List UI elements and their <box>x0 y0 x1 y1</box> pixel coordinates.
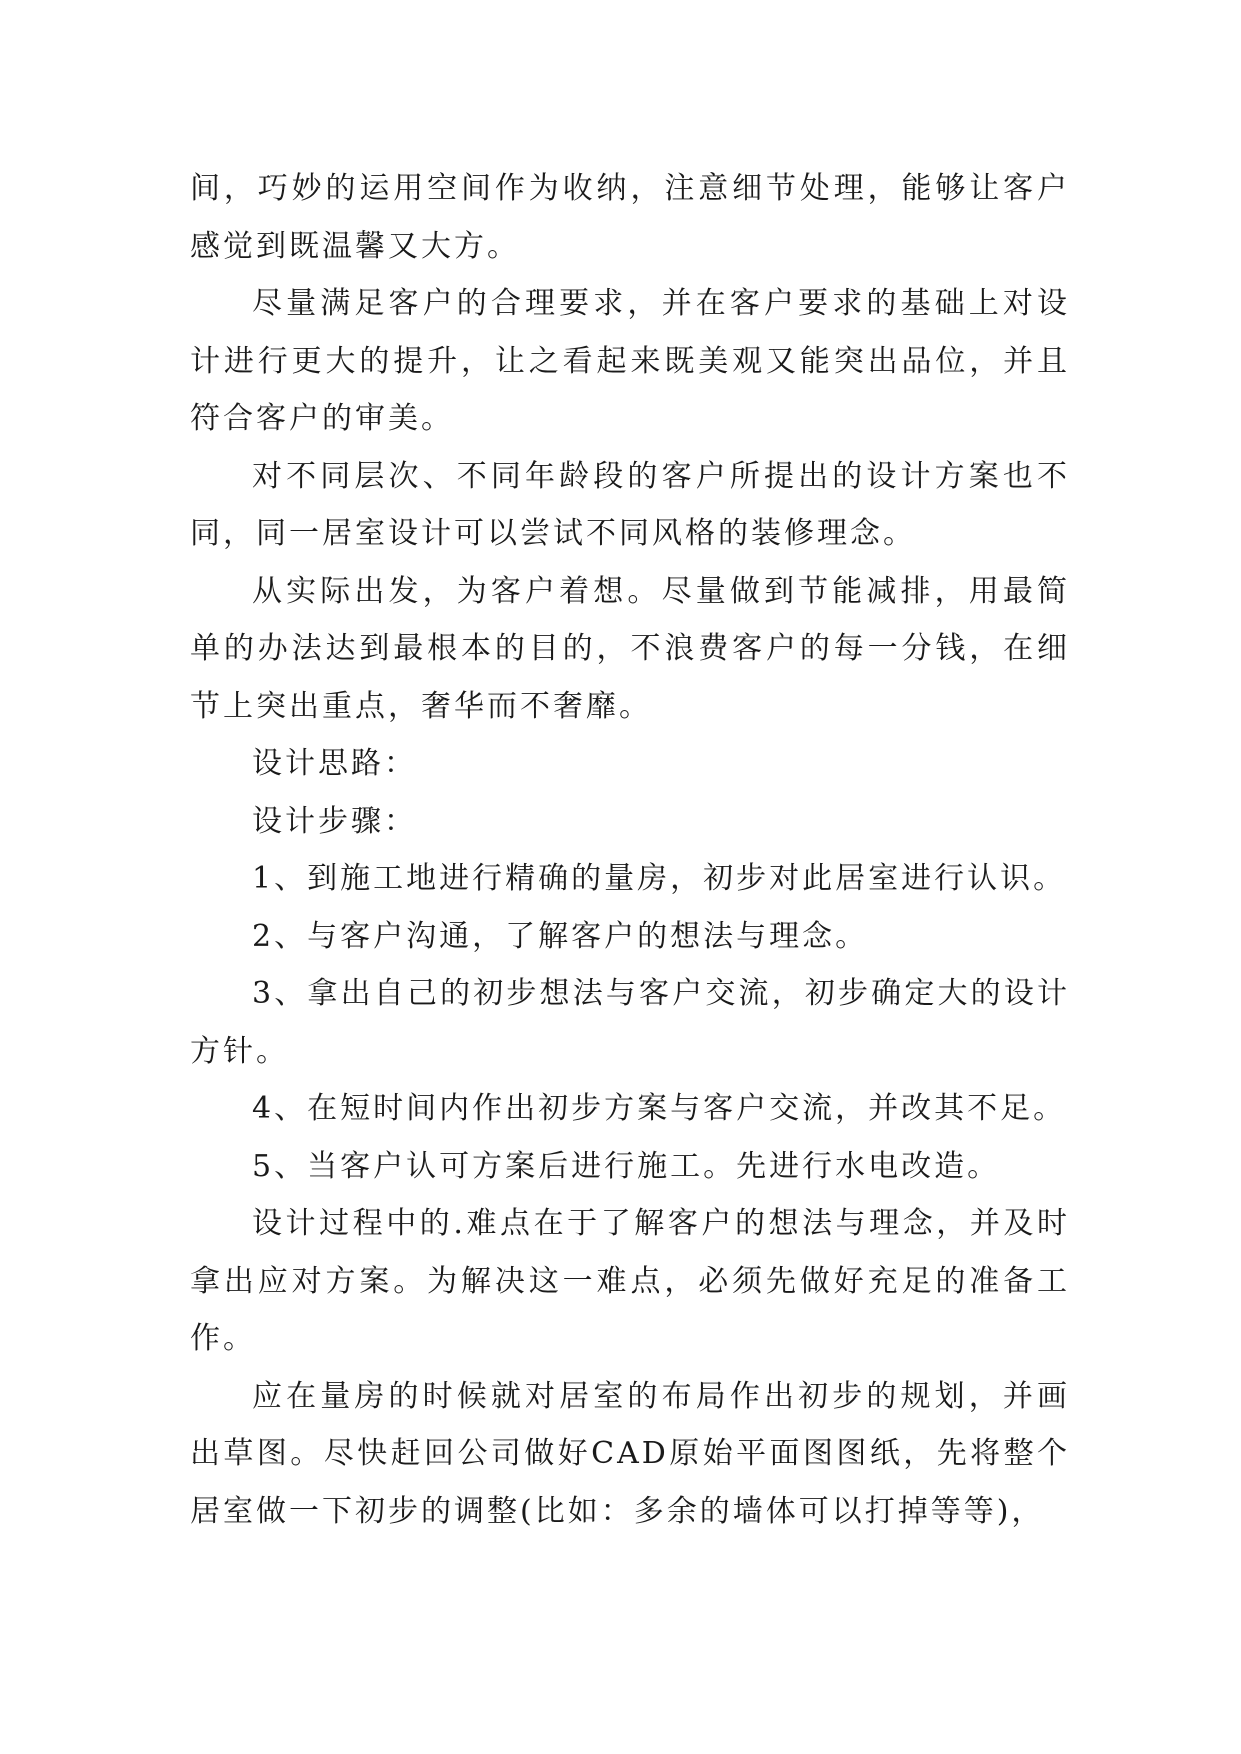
paragraph-4: 从实际出发，为客户着想。尽量做到节能减排，用最简单的办法达到最根本的目的，不浪费客户的每一分钱，在细节上突出重点，奢华而不奢靡。 <box>190 573 1070 724</box>
paragraph-2: 尽量满足客户的合理要求，并在客户要求的基础上对设计进行更大的提升，让之看起来既美观又能突出品位，并且符合客户的审美。 <box>190 286 1070 436</box>
paragraph-difficulty: 设计过程中的.难点在于了解客户的想法与理念，并及时拿出应对方案。为解决这一难点，必须先做好充足的准备工作。 <box>190 1206 1070 1356</box>
heading-design-idea: 设计思路： <box>252 746 417 781</box>
step-item-5: 5、当客户认可方案后进行施工。先进行水电改造。 <box>252 1148 1001 1184</box>
paragraph-measurement: 应在量房的时候就对居室的布局作出初步的规划，并画出草图。尽快赶回公司做好CAD原始平面图图纸，先将整个居室做一下初步的调整(比如：多余的墙体可以打掉等等)， <box>190 1378 1070 1529</box>
document-body <box>190 160 1070 1540</box>
step-item-3: 3、拿出自己的初步想法与客户交流，初步确定大的设计方针。 <box>190 976 1070 1069</box>
step-item-1: 1、到施工地进行精确的量房，初步对此居室进行认识。 <box>252 861 1067 896</box>
step-item-2: 2、与客户沟通，了解客户的想法与理念。 <box>252 918 869 954</box>
heading-design-steps: 设计步骤： <box>252 803 417 839</box>
step-item-4: 4、在短时间内作出初步方案与客户交流，并改其不足。 <box>252 1091 1067 1126</box>
paragraph-3: 对不同层次、不同年龄段的客户所提出的设计方案也不同，同一居室设计可以尝试不同风格的装修理念。 <box>190 458 1070 551</box>
paragraph-1: 间，巧妙的运用空间作为收纳，注意细节处理，能够让客户感觉到既温馨又大方。 <box>190 171 1070 264</box>
